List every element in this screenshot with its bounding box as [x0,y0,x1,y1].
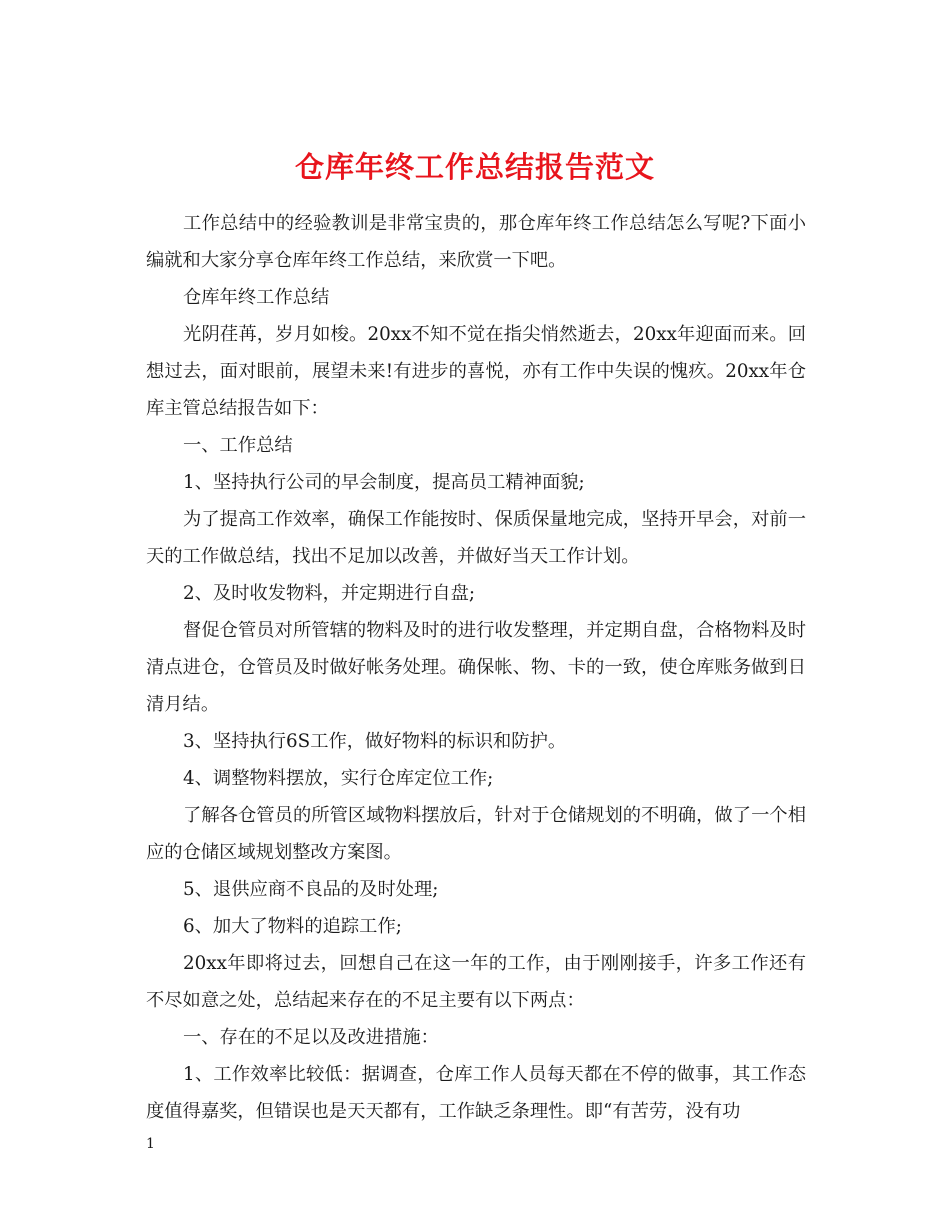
list-item: 6、加大了物料的追踪工作; [183,916,402,937]
paragraph: 了解各仓管员的所管区域物料摆放后，针对于仓储规划的不明确，做了一个相应的仓储区域规划整改方案图。 [146,805,806,863]
paragraph: 督促仓管员对所管辖的物料及时的进行收发整理，并定期自盘，合格物料及时清点进仓，仓管员及时做好帐务处理。确保帐、物、卡的一致，使仓库账务做到日清月结。 [146,620,806,715]
document-body [146,205,806,1130]
list-item: 1、工作效率比较低：据调查，仓库工作人员每天都在不停的做事，其工作态度值得嘉奖，但错误也是天天都有，工作缺乏条理性。即“有苦劳，没有功 [146,1064,806,1122]
list-item: 5、退供应商不良品的及时处理; [183,879,439,900]
list-item: 3、坚持执行6S工作，做好物料的标识和防护。 [183,731,567,752]
section-heading: 一、工作总结 [183,435,293,456]
section-heading: 一、存在的不足以及改进措施： [183,1027,439,1048]
paragraph: 仓库年终工作总结 [183,287,330,308]
list-item: 1、坚持执行公司的早会制度，提高员工精神面貌; [183,472,585,493]
document-title: 仓库年终工作总结报告范文 [294,150,655,185]
page-number: 1 [146,1136,155,1152]
paragraph: 20xx年即将过去，回想自己在这一年的工作，由于刚刚接手，许多工作还有不尽如意之处，总结起来存在的不足主要有以下两点： [146,953,806,1011]
paragraph: 工作总结中的经验教训是非常宝贵的，那仓库年终工作总结怎么写呢?下面小编就和大家分享仓库年终工作总结，来欣赏一下吧。 [146,213,806,271]
list-item: 4、调整物料摆放，实行仓库定位工作; [183,768,494,789]
list-item: 2、及时收发物料，并定期进行自盘; [183,583,476,604]
paragraph: 光阴荏苒，岁月如梭。20xx不知不觉在指尖悄然逝去，20xx年迎面而来。回想过去，面对眼前，展望未来!有进步的喜悦，亦有工作中失误的愧疚。20xx年仓库主管总结报告如下： [146,324,806,419]
paragraph: 为了提高工作效率，确保工作能按时、保质保量地完成，坚持开早会，对前一天的工作做总结，找出不足加以改善，并做好当天工作计划。 [146,509,806,567]
